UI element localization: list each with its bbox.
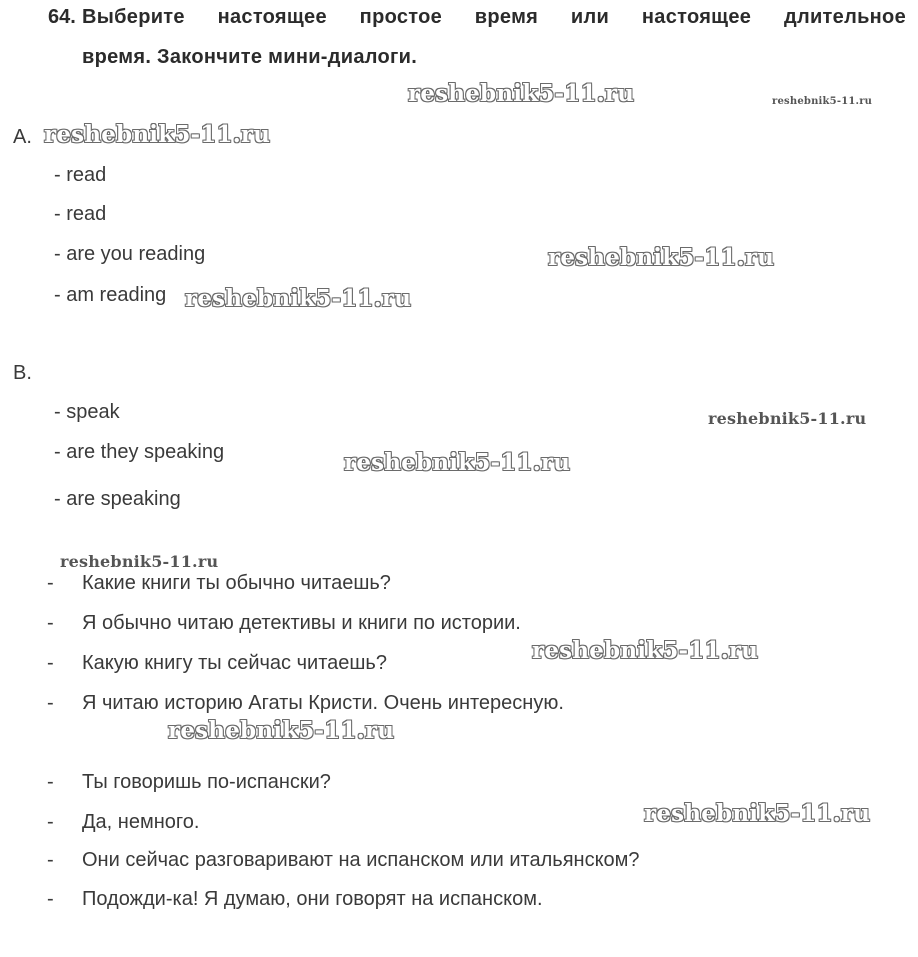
- dialog-line-4: Я читаю историю Агаты Кристи. Очень интересную.: [82, 692, 564, 714]
- watermark: reshebnik5-11.ru: [708, 409, 867, 428]
- section-a-answer-1: - read: [54, 164, 107, 186]
- section-b-answer-1: - speak: [54, 401, 120, 423]
- section-a-answer-2: - read: [54, 203, 107, 225]
- watermark: reshebnik5-11.ru: [772, 96, 873, 107]
- task-instruction-line-1: Выберите настоящее простое время или настоящее длительное: [82, 6, 906, 28]
- task-number: 64.: [48, 6, 76, 28]
- dialog-line-2: Я обычно читаю детективы и книги по истории.: [82, 612, 521, 634]
- dialog-line-5: Ты говоришь по-испански?: [82, 771, 331, 793]
- section-b-answer-3: - are speaking: [54, 488, 181, 510]
- dialog-line-7: Они сейчас разговаривают на испанском или итальянском?: [82, 849, 640, 871]
- section-a-label: A.: [13, 126, 32, 148]
- dialog-dash: -: [47, 811, 54, 833]
- dialog-dash: -: [47, 849, 54, 871]
- section-b-label: B.: [13, 362, 32, 384]
- task-instruction-line-2: время. Закончите мини-диалоги.: [82, 46, 418, 68]
- section-a-answer-3: - are you reading: [54, 243, 206, 265]
- watermark: reshebnik5-11.ru: [185, 285, 412, 312]
- dialog-dash: -: [47, 888, 54, 910]
- dialog-dash: -: [47, 612, 54, 634]
- dialog-dash: -: [47, 572, 54, 594]
- watermark: reshebnik5-11.ru: [548, 244, 775, 271]
- watermark: reshebnik5-11.ru: [44, 121, 271, 148]
- section-a-answer-4: - am reading: [54, 284, 167, 306]
- dialog-dash: -: [47, 692, 54, 714]
- watermark: reshebnik5-11.ru: [344, 449, 571, 476]
- dialog-dash: -: [47, 652, 54, 674]
- watermark: reshebnik5-11.ru: [532, 637, 759, 664]
- section-b-answer-2: - are they speaking: [54, 441, 225, 463]
- dialog-line-1: Какие книги ты обычно читаешь?: [82, 572, 391, 594]
- dialog-line-6: Да, немного.: [82, 811, 200, 833]
- watermark: reshebnik5-11.ru: [408, 80, 635, 107]
- watermark: reshebnik5-11.ru: [644, 800, 871, 827]
- watermark: reshebnik5-11.ru: [168, 717, 395, 744]
- dialog-line-3: Какую книгу ты сейчас читаешь?: [82, 652, 387, 674]
- dialog-line-8: Подожди-ка! Я думаю, они говорят на испанском.: [82, 888, 543, 910]
- dialog-dash: -: [47, 771, 54, 793]
- watermark: reshebnik5-11.ru: [60, 552, 219, 571]
